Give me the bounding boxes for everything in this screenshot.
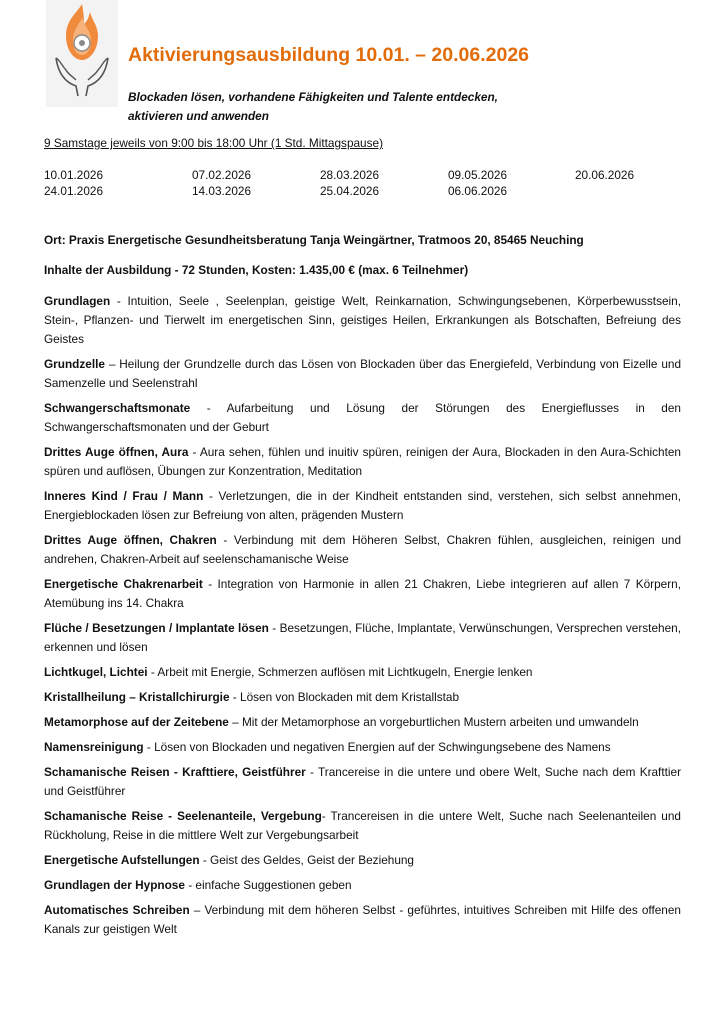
date-cell: 07.02.2026 — [192, 168, 252, 182]
topic-text: - einfache Suggestionen geben — [184, 878, 352, 892]
date-cell: 09.05.2026 — [448, 168, 508, 182]
topic-title: Schamanische Reise - Seelenanteile, Vergebung — [44, 809, 322, 823]
date-cell: 06.06.2026 — [448, 184, 508, 198]
topic-item — [44, 713, 681, 732]
date-cell: 14.03.2026 — [192, 184, 252, 198]
topic-item — [44, 487, 681, 525]
topic-text: – Mit der Metamorphose an vorgeburtlichen Mustern arbeiten und umwandeln — [228, 715, 639, 729]
topic-item — [44, 355, 681, 393]
topic-title: Lichtkugel, Lichtei — [44, 665, 148, 679]
location-text: Ort: Praxis Energetische Gesundheitsberatung Tanja Weingärtner, Tratmoos 20, 85465 Neuching — [44, 233, 584, 247]
page-title: Aktivierungsausbildung 10.01. – 20.06.2026 — [128, 44, 530, 66]
subtitle-line: Blockaden lösen, vorhandene Fähigkeiten und Talente entdecken, — [128, 90, 498, 104]
topic-text: - Verletzungen, die in der Kindheit entstanden sind, verstehen, sich selbst annehmen, Energieblockaden lösen zur Befreiung von alten, prägenden Mustern — [44, 489, 681, 522]
topic-item — [44, 531, 681, 569]
topic-text: - Lösen von Blockaden mit dem Kristallstab — [229, 690, 460, 704]
topic-item — [44, 399, 681, 437]
topic-text: - Besetzungen, Flüche, Implantate, Verwünschungen, Versprechen verstehen, erkennen und lösen — [44, 621, 681, 654]
topic-title: Inneres Kind / Frau / Mann — [44, 489, 204, 503]
topic-text: - Geist des Geldes, Geist der Beziehung — [199, 853, 414, 867]
dates-table — [44, 168, 684, 202]
topic-title: Metamorphose auf der Zeitebene — [44, 715, 229, 729]
subtitle-line: aktivieren und anwenden — [128, 109, 269, 123]
topic-text: – Heilung der Grundzelle durch das Lösen von Blockaden über das Energiefeld, Verbindung von Eizelle und Samenzelle und Seelenstrahl — [44, 357, 681, 390]
topic-text: - Trancereise in die untere und obere Welt, Suche nach dem Krafttier und Geistführer — [44, 765, 682, 798]
topic-item — [44, 619, 681, 657]
date-cell: 10.01.2026 — [44, 168, 104, 182]
topic-title: Automatisches Schreiben — [44, 903, 190, 917]
subtitle — [128, 88, 548, 126]
topic-item — [44, 807, 681, 845]
topic-title: Grundlagen der Hypnose — [44, 878, 185, 892]
topic-title: Drittes Auge öffnen, Aura — [44, 445, 189, 459]
date-cell: 24.01.2026 — [44, 184, 104, 198]
topic-item — [44, 292, 681, 349]
date-cell: 28.03.2026 — [320, 168, 380, 182]
topic-title: Kristallheilung – Kristallchirurgie — [44, 690, 230, 704]
topic-item — [44, 663, 681, 682]
topic-text: - Lösen von Blockaden und negativen Energien auf der Schwingungsebene des Namens — [143, 740, 611, 754]
date-cell: 25.04.2026 — [320, 184, 380, 198]
topic-item — [44, 688, 681, 707]
topic-text: - Trancereisen in die untere Welt, Suche nach Seelenanteilen und Rückholung, Reise in die mittlere Welt zur Vergebungsarbeit — [44, 809, 681, 842]
topic-title: Grundzelle — [44, 357, 105, 371]
topic-title: Grundlagen — [44, 294, 111, 308]
contents-heading: Inhalte der Ausbildung - 72 Stunden, Kosten: 1.435,00 € (max. 6 Teilnehmer) — [44, 263, 469, 277]
topic-item — [44, 738, 681, 757]
topic-text: - Integration von Harmonie in allen 21 Chakren, Liebe integrieren auf allen 7 Körpern, Atemübung ins 14. Chakra — [44, 577, 681, 610]
schedule-text: 9 Samstage jeweils von 9:00 bis 18:00 Uhr (1 Std. Mittagspause) — [44, 136, 384, 150]
topic-text: - Verbindung mit dem Höheren Selbst, Chakren fühlen, ausgleichen, reinigen und andrehen, Chakren-Arbeit auf seelenschamanische Weise — [44, 533, 682, 566]
topic-title: Schwangerschaftsmonate — [44, 401, 191, 415]
topic-item — [44, 763, 681, 801]
topic-text: - Aura sehen, fühlen und inuitiv spüren, reinigen der Aura, Blockaden in den Aura-Schichten spüren und auflösen, Übungen zur Konzentration, Meditation — [44, 445, 681, 478]
topics-list — [44, 292, 681, 945]
date-cell: 20.06.2026 — [575, 168, 635, 182]
topic-item — [44, 851, 681, 870]
topic-title: Drittes Auge öffnen, Chakren — [44, 533, 217, 547]
topic-title: Flüche / Besetzungen / Implantate lösen — [44, 621, 269, 635]
topic-title: Energetische Aufstellungen — [44, 853, 200, 867]
topic-title: Energetische Chakrenarbeit — [44, 577, 203, 591]
topic-item — [44, 901, 681, 939]
topic-title: Schamanische Reisen - Krafttiere, Geistführer — [44, 765, 306, 779]
topic-item — [44, 876, 681, 895]
topic-text: - Aufarbeitung und Lösung der Störungen des Energieflusses in den Schwangerschaftsmonaten und der Geburt — [44, 401, 681, 434]
topic-item — [44, 575, 681, 613]
topic-text: - Intuition, Seele , Seelenplan, geistige Welt, Reinkarnation, Schwingungsebenen, Körperbewusstsein, Stein-, Pflanzen- und Tierwelt im energetischen Sinn, geistiges Heilen, Erkrankungen als Botschaften, Befreiung des Geistes — [44, 294, 681, 346]
flame-hands-logo-icon — [46, 0, 118, 107]
topic-text: – Verbindung mit dem höheren Selbst - geführtes, intuitives Schreiben mit Hilfe des offenen Kanals zur geistigen Welt — [44, 903, 681, 936]
topic-title: Namensreinigung — [44, 740, 144, 754]
topic-item — [44, 443, 681, 481]
topic-text: - Arbeit mit Energie, Schmerzen auflösen mit Lichtkugeln, Energie lenken — [147, 665, 533, 679]
